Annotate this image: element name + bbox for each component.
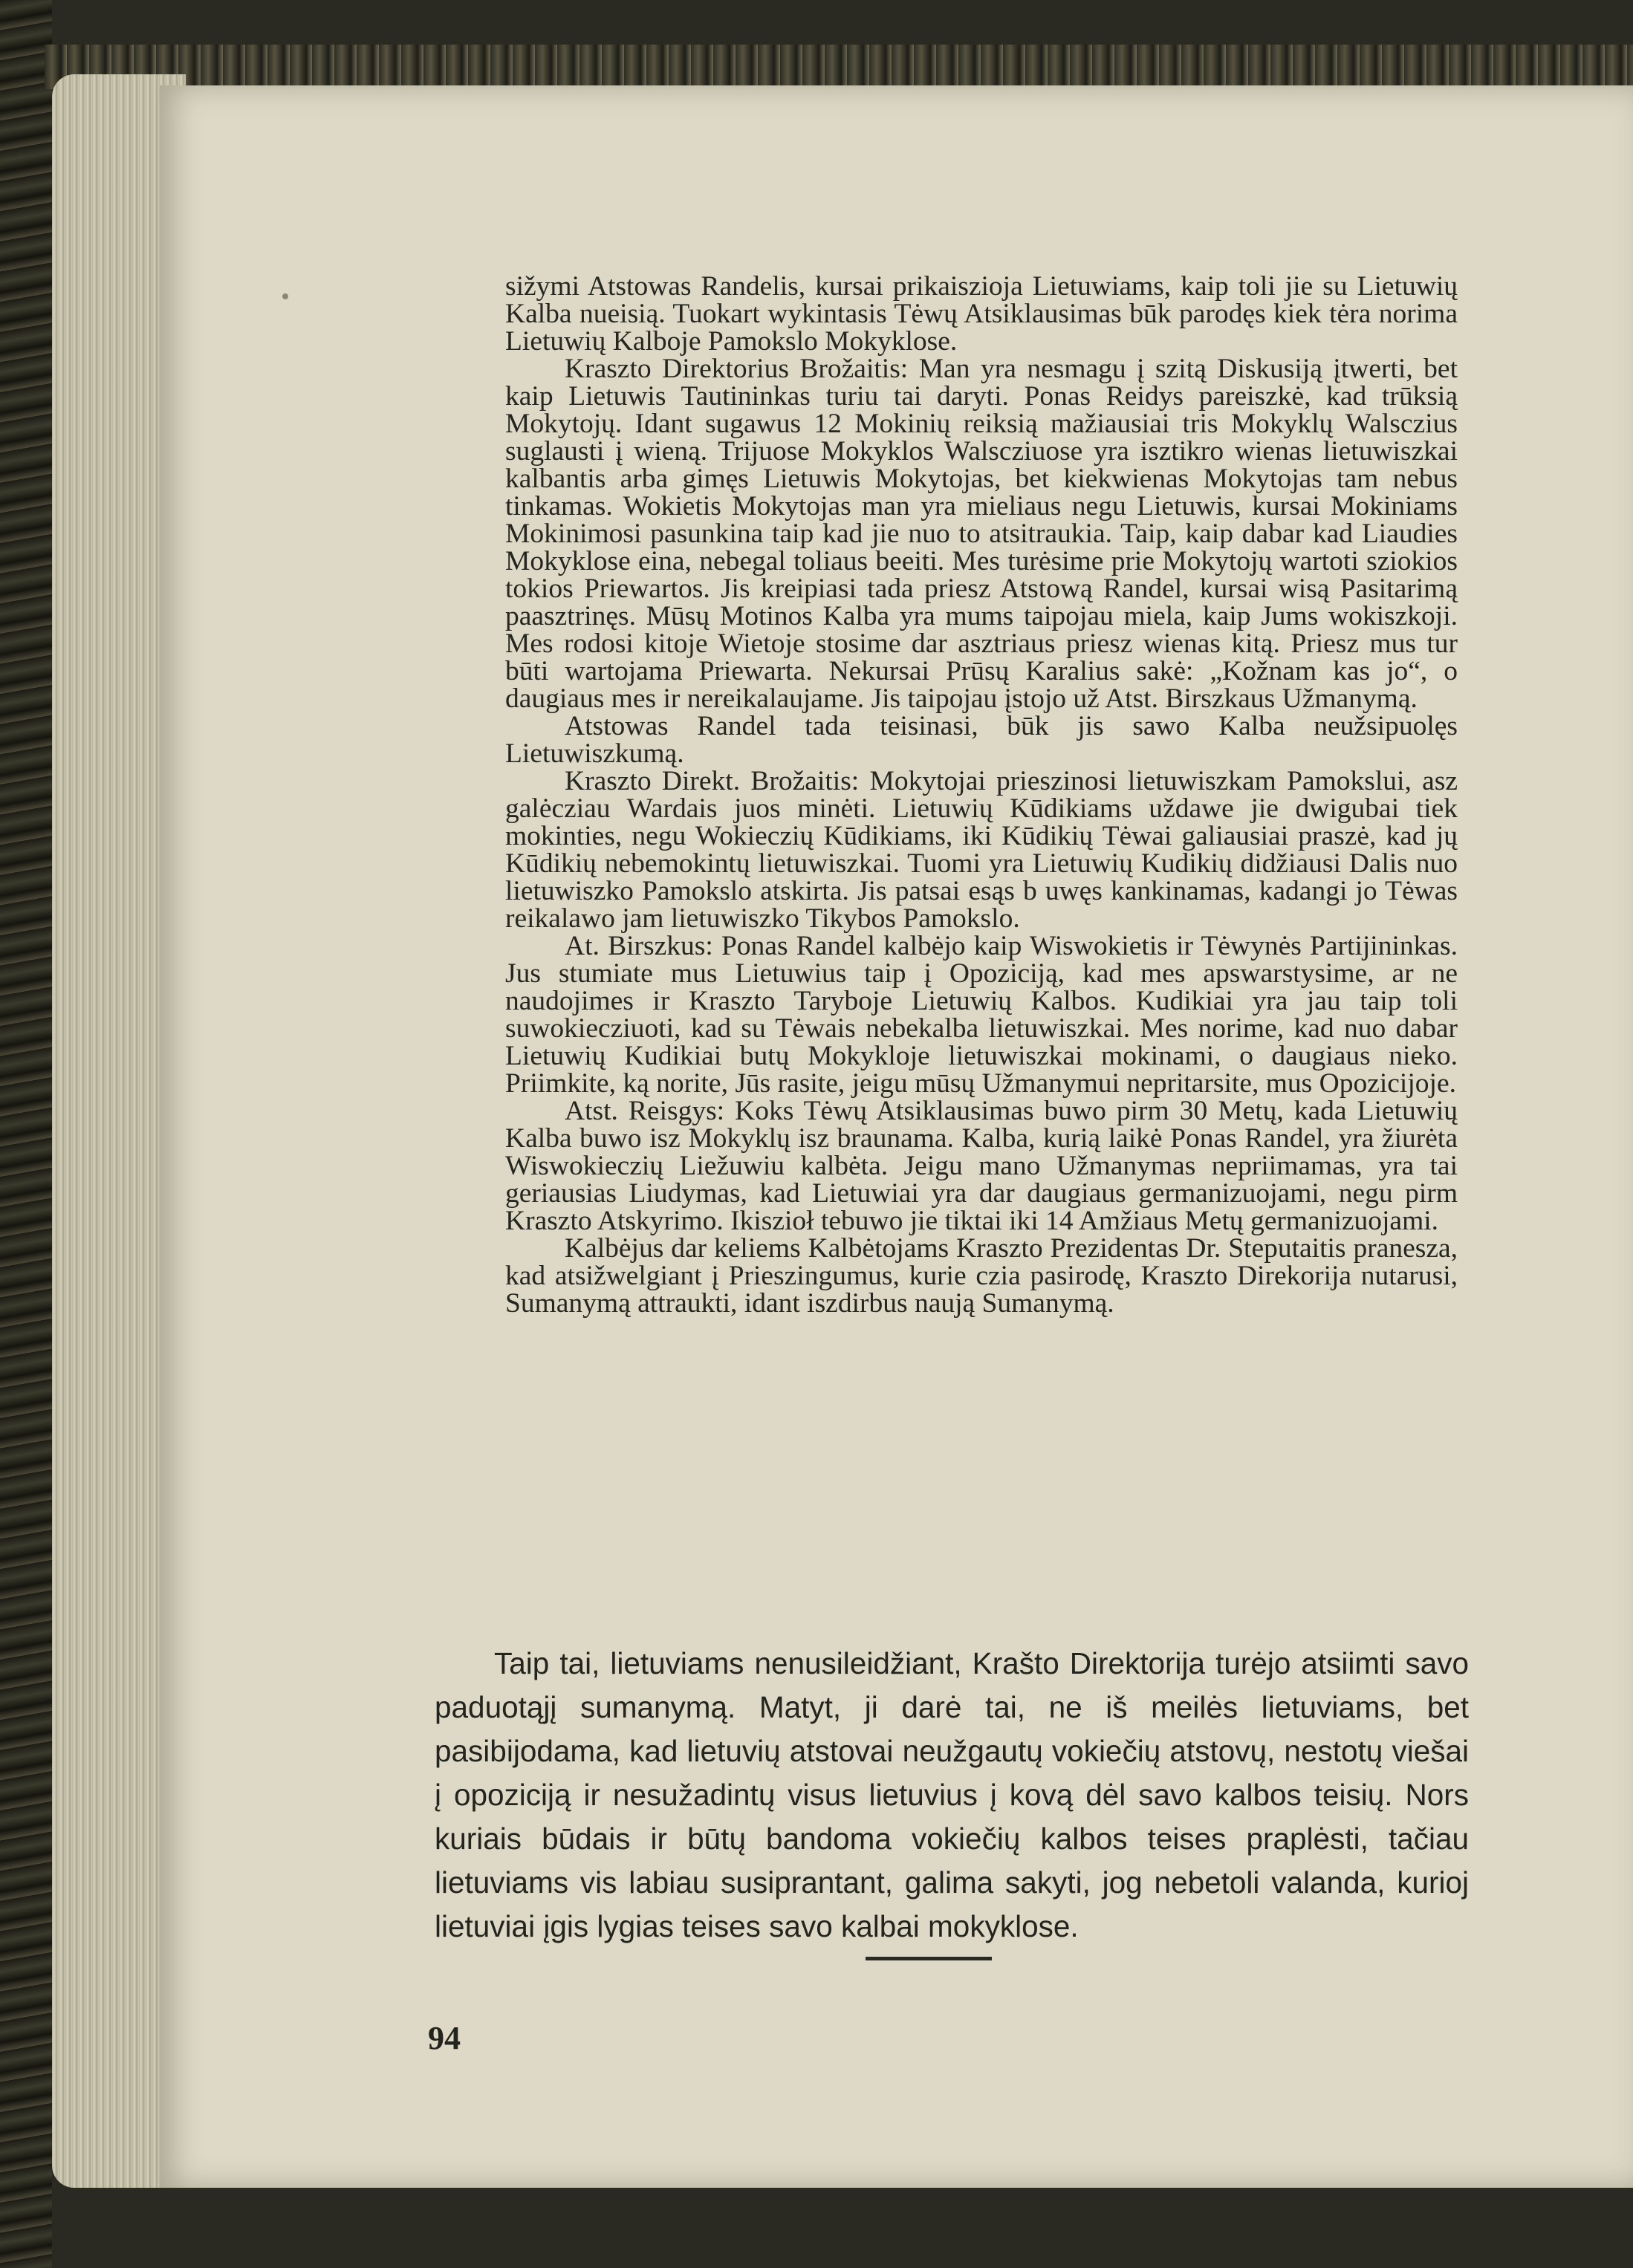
- paragraph: Kraszto Direkt. Brožaitis: Mokytojai prieszinosi lietuwiszkam Pamokslui, asz galėcziau Wardais juos minėti. Lietuwių Kūdikiams uždawe jie dwigubai tiek mokinties, negu Wokieczių Kūdikiams, iki Kūdikių Tėwai galiausiai praszė, kad jų Kūdikių nebemokintų lietuwiszkai. Tuomi yra Lietuwių Kudikių didžiausi Dalis nuo lietuwiszko Pamokslo atskirta. Jis patsai esąs b uwęs kankinamas, kadangi jo Tėwas reikalawo jam lietuwiszko Tikybos Pamokslo.: [505, 766, 1458, 934]
- paragraph: Atstowas Randel tada teisinasi, būk jis sawo Kalba neužsipuolęs Lietuwiszkumą.: [505, 711, 1458, 769]
- book-spine: [0, 0, 52, 2268]
- paragraph: At. Birszkus: Ponas Randel kalbėjo kaip Wiswokietis ir Tėwynės Partijininkas. Jus stumiate mus Lietuwius taip į Opoziciją, kad mes apswarstysime, ar ne naudojimes ir Kraszto Taryboje Lietuwių Kalbos. Kudikiai yra jau taip toli suwokiecziuoti, kad su Tėwais nebekalba lietuwiszkai. Mes norime, kad nuo dabar Lietuwių Kudikiai butų Mokykloje lietuwiszkai mokinami, o daugiaus nieko. Priimkite, ką norite, Jūs rasite, jeigu mūsų Užmanymui nepritarsite, mus Opozicijoje.: [505, 931, 1458, 1099]
- paragraph: Kraszto Direktorius Brožaitis: Man yra nesmagu į szitą Diskusiją įtwerti, bet kaip Lietuwis Tautininkas turiu tai daryti. Ponas Reidys pareiszkė, kad trūksią Mokytojų. Idant sugawus 12 Mokinių reiksią mažiausiai tris Mokyklų Walsczius suglausti į wieną. Trijuose Mokyklos Walscziuose yra isztikro wienas lietuwiszkai kalbantis arba gimęs Lietuwis Mokytojas, bet kiekwienas Mokytojas tam nebus tinkamas. Wokietis Mokytojas man yra mieliaus negu Lietuwis, kursai Mokiniams Mokinimosi pasunkina taip kad jie nuo to atsitraukia. Taip, kaip dabar kad Liaudies Mokyklose eina, nebegal toliaus beeiti. Mes turėsime prie Mokytojų wartoti sziokios tokios Priewartos. Jis kreipiasi tada priesz Atstową Randel, kursai wisą Pasitarimą paasztrinęs. Mūsų Motinos Kalba yra mums taipojau miela, kaip Jums wokiszkoji. Mes rodosi kitoje Wietoje stosime dar asztriaus priesz wienas kitą. Priesz mus tur būti wartojama Priewarta. Nekursai Prūsų Karalius sakė: „Kožnam kas jo“, o daugiaus mes ir nereikalaujame. Jis taipojau įstojo už Atst. Birszkaus Užmanymą.: [505, 354, 1458, 714]
- closing-paragraph: Taip tai, lietuviams nenusileidžiant, Krašto Direktorija turėjo atsiimti savo paduotąjį sumanymą. Matyt, ji darė tai, ne iš meilės lietuviams, bet pasibijodama, kad lietuvių atstovai neužgautų vokiečių atstovų, nestotų viešai į opoziciją ir nesužadintų visus lietuvius į kovą dėl savo kalbos teisių. Nors kuriais būdais ir būtų bandoma vokiečių kalbos teises praplėsti, tačiau lietuviams vis labiau susiprantant, galima sakyti, jog nebetoli valanda, kurioj lietuviai įgis lygias teises savo kalbai mokyklose.: [435, 1646, 1469, 1943]
- section-divider: [866, 1957, 992, 1960]
- book-cover-edge: [45, 45, 1633, 89]
- quoted-protocol-text: [505, 273, 1458, 1317]
- paragraph: Kalbėjus dar keliems Kalbėtojams Kraszto Prezidentas Dr. Steputaitis pranesza, kad atsižwelgiant į Prieszingumus, kurie czia pasirodę, Kraszto Direkorija nutarusi, Sumanymą attraukti, idant iszdirbus naują Sumanymą.: [505, 1233, 1458, 1319]
- page-mark: [282, 293, 288, 299]
- page-number: 94: [428, 2020, 461, 2056]
- paragraph: sižymi Atstowas Randelis, kursai prikaiszioja Lietuwiams, kaip toli jie su Lietuwių Kalba nueisią. Tuokart wykintasis Tėwų Atsiklausimas būk parodęs kiek tėra norima Lietuwių Kalboje Pamokslo Mokyklose.: [505, 271, 1458, 357]
- paragraph: Atst. Reisgys: Koks Tėwų Atsiklausimas buwo pirm 30 Metų, kada Lietuwių Kalba buwo isz Mokyklų isz braunama. Kalba, kurią laikė Ponas Randel, yra žiurėta Wiswokieczių Liežuwiu kalbėta. Jeigu mano Užmanymas nepriimamas, yra tai geriausias Liudymas, kad Lietuwiai yra dar daugiaus germanizuojami, negu pirm Kraszto Atskyrimo. Ikiszioł tebuwo jie tiktai iki 14 Amžiaus Metų germanizuojami.: [505, 1096, 1458, 1236]
